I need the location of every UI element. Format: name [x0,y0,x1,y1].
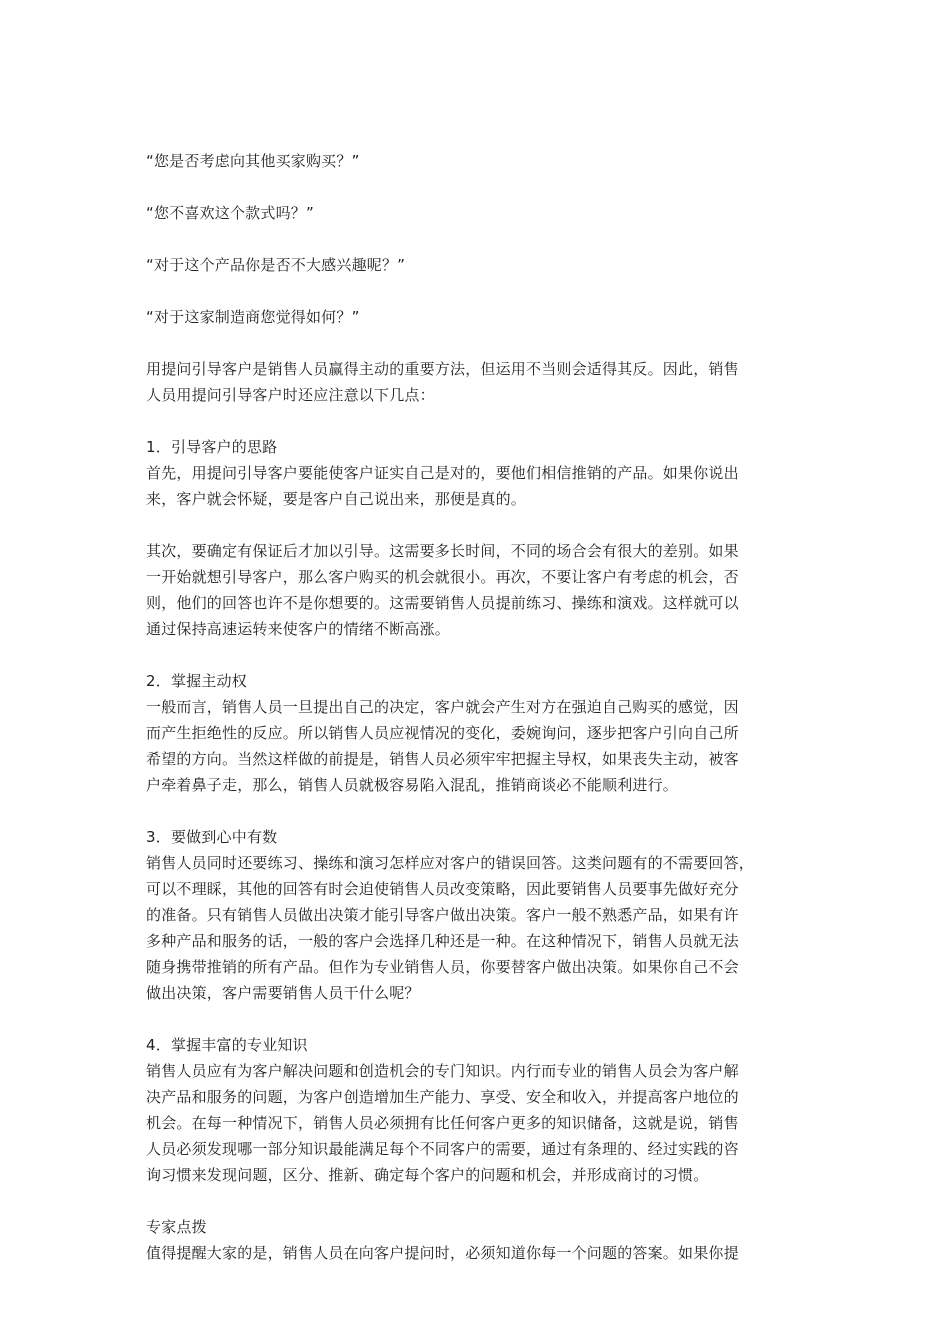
section-be-prepared [146,824,806,1006]
document-page [146,148,806,1292]
section-heading: 4．掌握丰富的专业知识 [146,1036,308,1054]
section-paragraph: 销售人员应有为客户解决问题和创造机会的专门知识。内行而专业的销售人员会为客户解 决产品和服务的问题，为客户创造增加生产能力、享受、安全和收入，并提高客户地位的 机会。在每一种情况下，销售人员必须拥有比任何客户更多的知识储备，这就是说，销售 人员必须发现哪一部分知识最能满足每个不同客户的需要，通过有条理的、经过实践的咨 询习惯来发现问题，区分、推新、确定每个客户的问题和机会，并形成商讨的习惯。 [146,1062,739,1184]
section-heading: 3．要做到心中有数 [146,828,278,846]
question-2: “您不喜欢这个款式吗？” [146,204,314,222]
section-heading: 2．掌握主动权 [146,672,247,690]
section-paragraph: 销售人员同时还要练习、操练和演习怎样应对客户的错误回答。这类问题有的不需要回答， 可以不理睬，其他的回答有时会迫使销售人员改变策略，因此要销售人员要事先做好充分 的准备。只有销售人员做出决策才能引导客户做出决策。客户一般不熟悉产品，如果有许 多种产品和服务的话，一般的客户会选择几种还是一种。在这种情况下，销售人员就无法 随身携带推销的所有产品。但作为专业销售人员，你要替客户做出决策。如果你自己不会 做出决策，客户需要销售人员干什么呢？ [146,854,755,1002]
section-paragraph: 首先，用提问引导客户要能使客户证实自己是对的，要他们相信推销的产品。如果你说出 来，客户就会怀疑，要是客户自己说出来，那便是真的。 [146,464,739,508]
section-paragraph: 一般而言，销售人员一旦提出自己的决定，客户就会产生对方在强迫自己购买的感觉，因 而产生拒绝性的反应。所以销售人员应视情况的变化，委婉询问，逐步把客户引向自己所 希望的方向。当然这样做的前提是，销售人员必须牢牢把握主导权，如果丧失主动，被客 户牵着鼻子走，那么，销售人员就极容易陷入混乱，推销商谈必不能顺利进行。 [146,698,739,794]
section-heading: 1．引导客户的思路 [146,438,278,456]
section-initiative [146,668,806,798]
section-paragraph: 其次，要确定有保证后才加以引导。这需要多长时间，不同的场合会有很大的差别。如果 一开始就想引导客户，那么客户购买的机会就很小。再次，不要让客户有考虑的机会，否 则，他们的回答也许不是你想要的。这需要销售人员提前练习、操练和演戏。这样就可以 通过保持高速运转来使客户的情绪不断高涨。 [146,542,739,638]
section-guide-thinking [146,434,806,642]
question-3: “对于这个产品你是否不大感兴趣呢？” [146,256,406,274]
section-paragraph: 值得提醒大家的是，销售人员在向客户提问时，必须知道你每一个问题的答案。如果你提 [146,1244,739,1262]
section-expert-tips [146,1214,806,1266]
question-4: “对于这家制造商您觉得如何？” [146,308,360,326]
section-heading: 专家点拨 [146,1218,207,1236]
question-1: “您是否考虑向其他买家购买？” [146,152,360,170]
section-expertise [146,1032,806,1188]
intro-paragraph: 用提问引导客户是销售人员赢得主动的重要方法，但运用不当则会适得其反。因此，销售 人员用提问引导客户时还应注意以下几点： [146,360,739,404]
